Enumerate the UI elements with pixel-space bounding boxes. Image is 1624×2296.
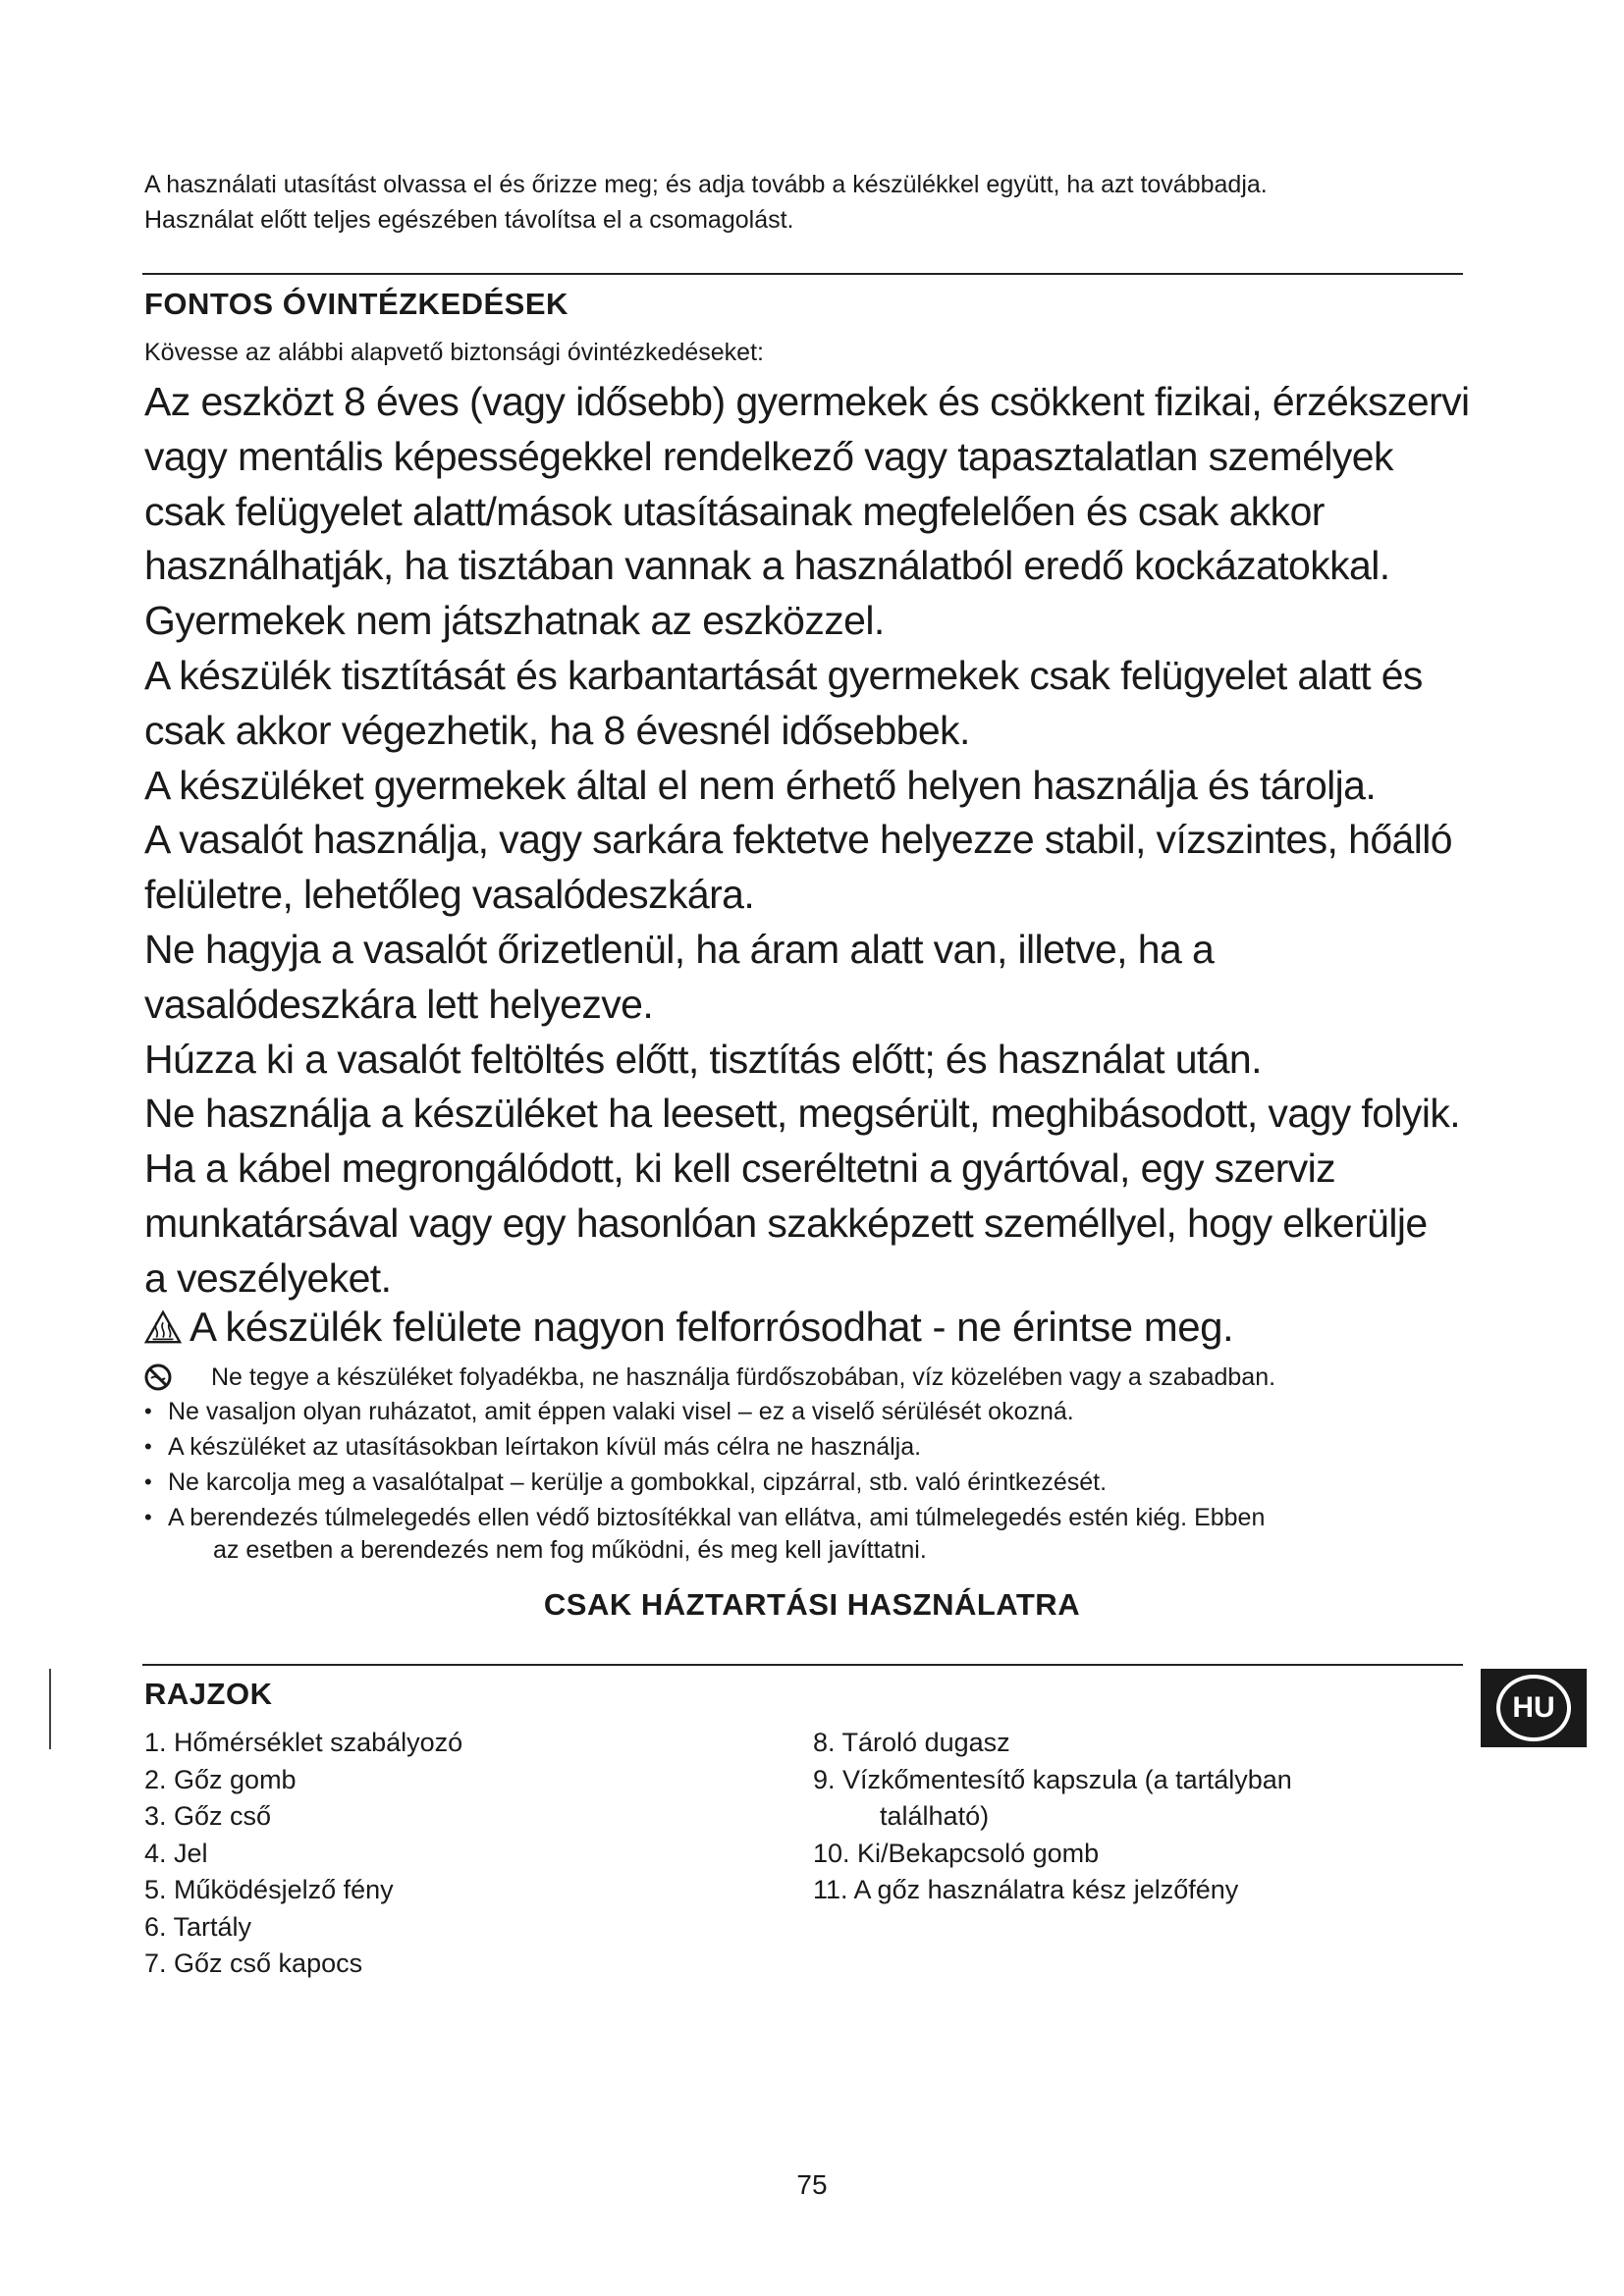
warning-line: A készülék tisztítását és karbantartását gyermekek csak felügyelet alatt és [144,652,1423,698]
bullet-text: A berendezés túlmelegedés ellen védő biztosítékkal van ellátva, ami túlmelegedés estén kiég. Ebben [168,1504,1266,1531]
warning-line: a veszélyeket. [144,1255,392,1301]
bullet-text: A készüléket az utasításokban leírtakon kívül más célra ne használja. [168,1433,922,1461]
domestic-use-notice: CSAK HÁZTARTÁSI HASZNÁLATRA [543,1587,1081,1622]
warning-line: Húzza ki a vasalót feltöltés előtt, tisztítás előtt; és használat után. [144,1036,1262,1082]
list-item: 1. Hőmérséklet szabályozó [144,1728,463,1757]
precautions-subtitle: Kövesse az alábbi alapvető biztonsági óvintézkedéseket: [144,339,764,366]
drawings-heading: RAJZOK [144,1677,273,1711]
warning-line: vagy mentális képességekkel rendelkező vagy tapasztalatlan személyek [144,433,1393,479]
list-item: 5. Működésjelző fény [144,1875,394,1904]
list-item: 3. Gőz cső [144,1801,272,1831]
warning-line: A vasalót használja, vagy sarkára fektetve helyezze stabil, vízszintes, hőálló [144,817,1452,863]
bullet-dot: • [144,1434,152,1459]
list-item: 2. Gőz gomb [144,1764,297,1794]
list-item [144,1429,1480,1465]
intro-line-2: Használat előtt teljes egészében távolítsa el a csomagolást. [144,206,794,234]
list-item: 10. Ki/Bekapcsoló gomb [813,1838,1100,1868]
warning-line: vasalódeszkára lett helyezve. [144,981,654,1027]
section-divider-top [142,273,1463,275]
bullet-dot: • [144,1399,152,1423]
parts-list-right [813,1725,1292,1909]
warning-line: csak akkor végezhetik, ha 8 évesnél idősebbek. [144,707,970,753]
margin-mark [49,1669,51,1749]
no-water-text: Ne tegye a készüléket folyadékba, ne használja fürdőszobában, víz közelében vagy a szabadban. [211,1363,1276,1391]
warning-line: csak felügyelet alatt/mások utasításainak megfelelően és csak akkor [144,488,1325,534]
warning-line: munkatársával vagy egy hasonlóan szakképzett személlyel, hogy elkerülje [144,1200,1428,1246]
bullet-text: Ne karcolja meg a vasalótalpat – kerülje a gombokkal, cipzárral, stb. való érintkezését. [168,1468,1108,1496]
list-item: 11. A gőz használatra kész jelzőfény [813,1875,1239,1904]
no-immersion-icon [144,1363,172,1391]
safety-warnings [144,375,1499,1307]
bullet-continuation: az esetben a berendezés nem fog működni, és meg kell javíttatni. [213,1536,927,1564]
list-item: 9. Vízkőmentesítő kapszula (a tartályban [813,1764,1292,1794]
bullet-text: Ne vasaljon olyan ruházatot, amit éppen valaki visel – ez a viselő sérülését okozná. [168,1398,1074,1425]
section-divider-bottom [142,1664,1463,1666]
intro-text [144,167,1460,238]
list-item-continuation: található) [880,1801,990,1831]
list-item: 6. Tartály [144,1911,252,1942]
list-item [144,1465,1480,1500]
bullet-dot: • [144,1505,152,1529]
bullet-dot: • [144,1469,152,1494]
intro-line-1: A használati utasítást olvassa el és őrizze meg; és adja tovább a készülékkel együtt, ha azt továbbadja. [144,171,1268,198]
list-item: 4. Jel [144,1838,208,1868]
list-item: 8. Tároló dugasz [813,1728,1010,1757]
warning-line: felületre, lehetőleg vasalódeszkára. [144,872,755,918]
no-water-notice [144,1362,1480,1392]
hot-surface-warning [144,1304,1233,1351]
warning-line: használhatják, ha tisztában vannak a használatból eredő kockázatokkal. [144,543,1390,589]
hot-surface-text: A készülék felülete nagyon felforrósodhat - ne érintse meg. [189,1304,1234,1350]
list-item [144,1500,1480,1535]
warning-line: Ha a kábel megrongálódott, ki kell cseréltetni a gyártóval, egy szerviz [144,1146,1336,1192]
language-code: HU [1496,1675,1571,1741]
warning-line: Ne hagyja a vasalót őrizetlenül, ha áram alatt van, illetve, ha a [144,926,1215,972]
language-badge [1481,1669,1587,1747]
warning-line: A készüléket gyermekek által el nem érhető helyen használja és tárolja. [144,762,1377,808]
precautions-heading: FONTOS ÓVINTÉZKEDÉSEK [144,287,568,321]
page-number: 75 [796,2169,828,2200]
parts-list-left [144,1725,462,1983]
list-item [144,1394,1480,1429]
warning-line: Ne használja a készüléket ha leesett, megsérült, meghibásodott, vagy folyik. [144,1091,1461,1137]
warning-line: Az eszközt 8 éves (vagy idősebb) gyermekek és csökkent fizikai, érzékszervi [144,379,1470,424]
list-item: 7. Gőz cső kapocs [144,1949,363,1978]
warning-line: Gyermekek nem játszhatnak az eszközzel. [144,598,885,644]
precaution-bullets [144,1394,1480,1565]
hot-surface-warning-icon [144,1309,182,1345]
